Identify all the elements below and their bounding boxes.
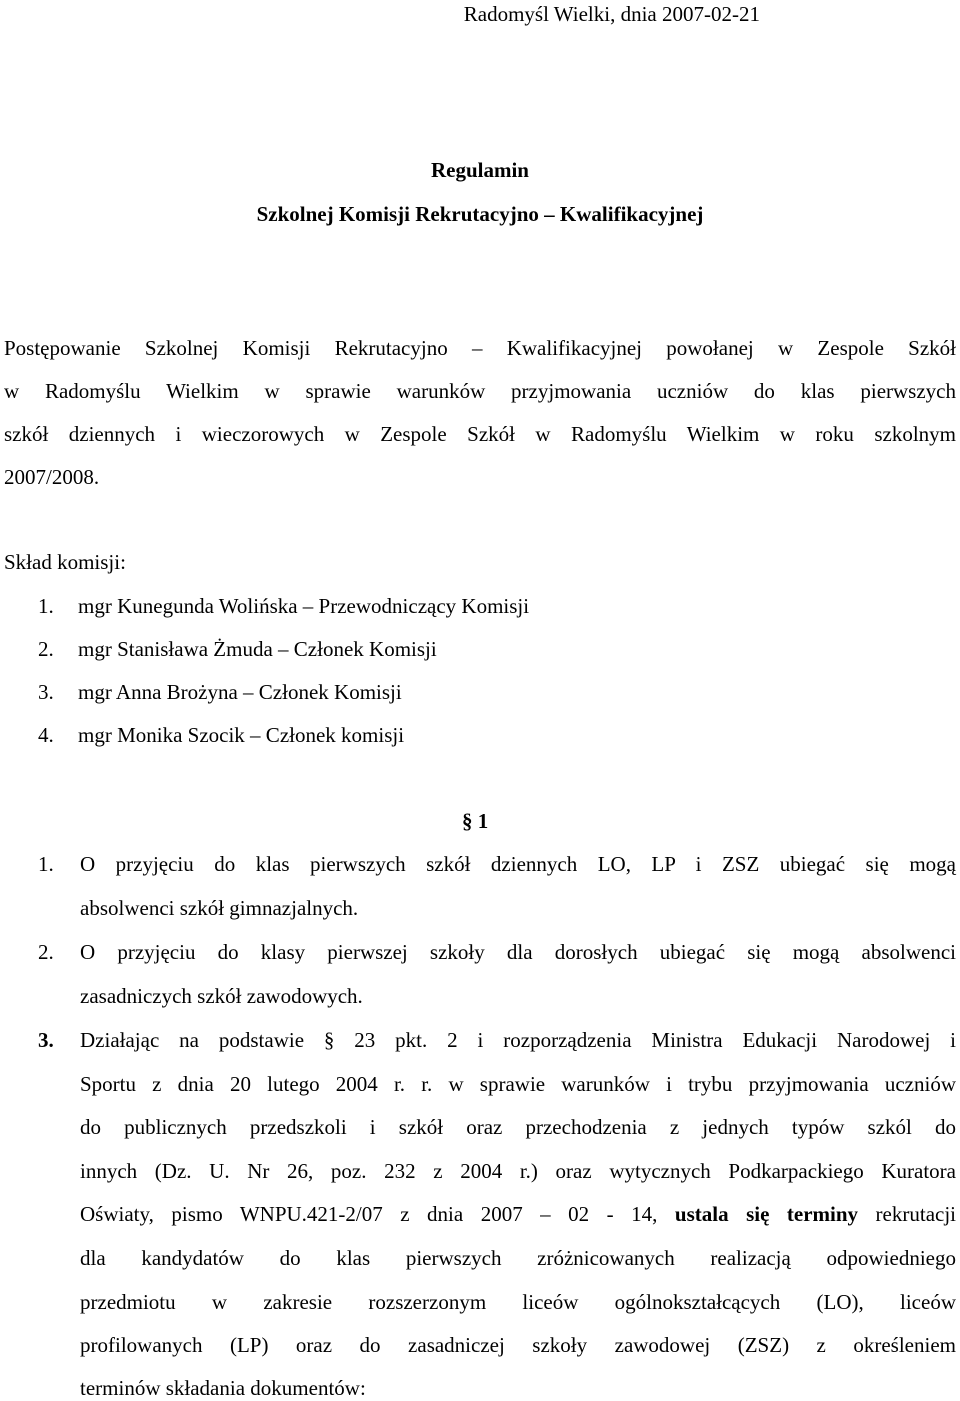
intro-line-2: w Radomyślu Wielkim w sprawie warunków przyjmowania uczniów do klas pierwszych [4, 379, 956, 403]
paragraph-3-line-5-start: Oświaty, pismo WNPU.421-2/07 z dnia 2007 – 02 - 14, [80, 1202, 658, 1226]
member-name: mgr Stanisława Żmuda – Członek Komisji [78, 637, 437, 661]
committee-member [38, 637, 437, 662]
paragraph-1-line-1: O przyjęciu do klas pierwszych szkół dziennych LO, LP i ZSZ ubiegać się mogą [80, 852, 956, 876]
paragraph-number: 2. [38, 940, 54, 964]
paragraph-1-line-2: absolwenci szkół gimnazjalnych. [80, 896, 359, 920]
member-number: 1. [38, 594, 54, 618]
paragraph-number: 3. [38, 1028, 54, 1052]
paragraph-3-line-8: profilowanych (LP) oraz do zasadniczej szkoły zawodowej (ZSZ) z określeniem [80, 1333, 956, 1357]
member-number: 2. [38, 637, 54, 661]
emphasis-terms: ustala się terminy [674, 1202, 859, 1226]
committee-heading: Skład komisji: [4, 550, 126, 574]
member-number: 4. [38, 723, 54, 747]
member-name: mgr Anna Brożyna – Członek Komisji [78, 680, 402, 704]
paragraph-3-line-5-end: rekrutacji [875, 1202, 956, 1226]
paragraph-3-line-6: dla kandydatów do klas pierwszych zróżnicowanych realizacją odpowiedniego [80, 1246, 956, 1270]
committee-member [38, 680, 402, 705]
intro-line-3: szkół dziennych i wieczorowych w Zespole Szkół w Radomyślu Wielkim w roku szkolnym [4, 422, 956, 446]
paragraph-number: 1. [38, 852, 54, 876]
paragraph-2-line-2: zasadniczych szkół zawodowych. [80, 984, 363, 1008]
member-name: mgr Kunegunda Wolińska – Przewodniczący Komisji [78, 594, 530, 618]
paragraph-3-line-4: innych (Dz. U. Nr 26, poz. 232 z 2004 r.) oraz wytycznych Podkarpackiego Kuratora [80, 1159, 956, 1183]
paragraph-3-line-9: terminów składania dokumentów: [80, 1376, 366, 1400]
member-number: 3. [38, 680, 54, 704]
intro-line-4: 2007/2008. [4, 465, 100, 489]
committee-member [38, 723, 404, 748]
intro-line-1: Postępowanie Szkolnej Komisji Rekrutacyjno – Kwalifikacyjnej powołanej w Zespole Szkół [4, 336, 956, 360]
paragraph-3-line-2: Sportu z dnia 20 lutego 2004 r. r. w sprawie warunków i trybu przyjmowania uczniów [80, 1072, 956, 1096]
paragraph-3-line-7: przedmiotu w zakresie rozszerzonym liceów ogólnokształcących (LO), liceów [80, 1290, 956, 1314]
committee-member [38, 594, 529, 619]
section-heading: § 1 [462, 809, 489, 833]
paragraph-3-line-1: Działając na podstawie § 23 pkt. 2 i rozporządzenia Ministra Edukacji Narodowej i [80, 1028, 956, 1052]
member-name: mgr Monika Szocik – Członek komisji [78, 723, 405, 747]
document-title: Regulamin [430, 158, 529, 182]
paragraph-3-line-3: do publicznych przedszkoli i szkół oraz przechodzenia z jednych typów szkól do [80, 1115, 956, 1139]
paragraph-3-line-5 [80, 1202, 956, 1227]
paragraph-2-line-1: O przyjęciu do klasy pierwszej szkoły dla dorosłych ubiegać się mogą absolwenci [80, 940, 956, 964]
document-date: Radomyśl Wielki, dnia 2007-02-21 [463, 2, 760, 26]
document-subtitle: Szkolnej Komisji Rekrutacyjno – Kwalifikacyjnej [256, 202, 704, 226]
